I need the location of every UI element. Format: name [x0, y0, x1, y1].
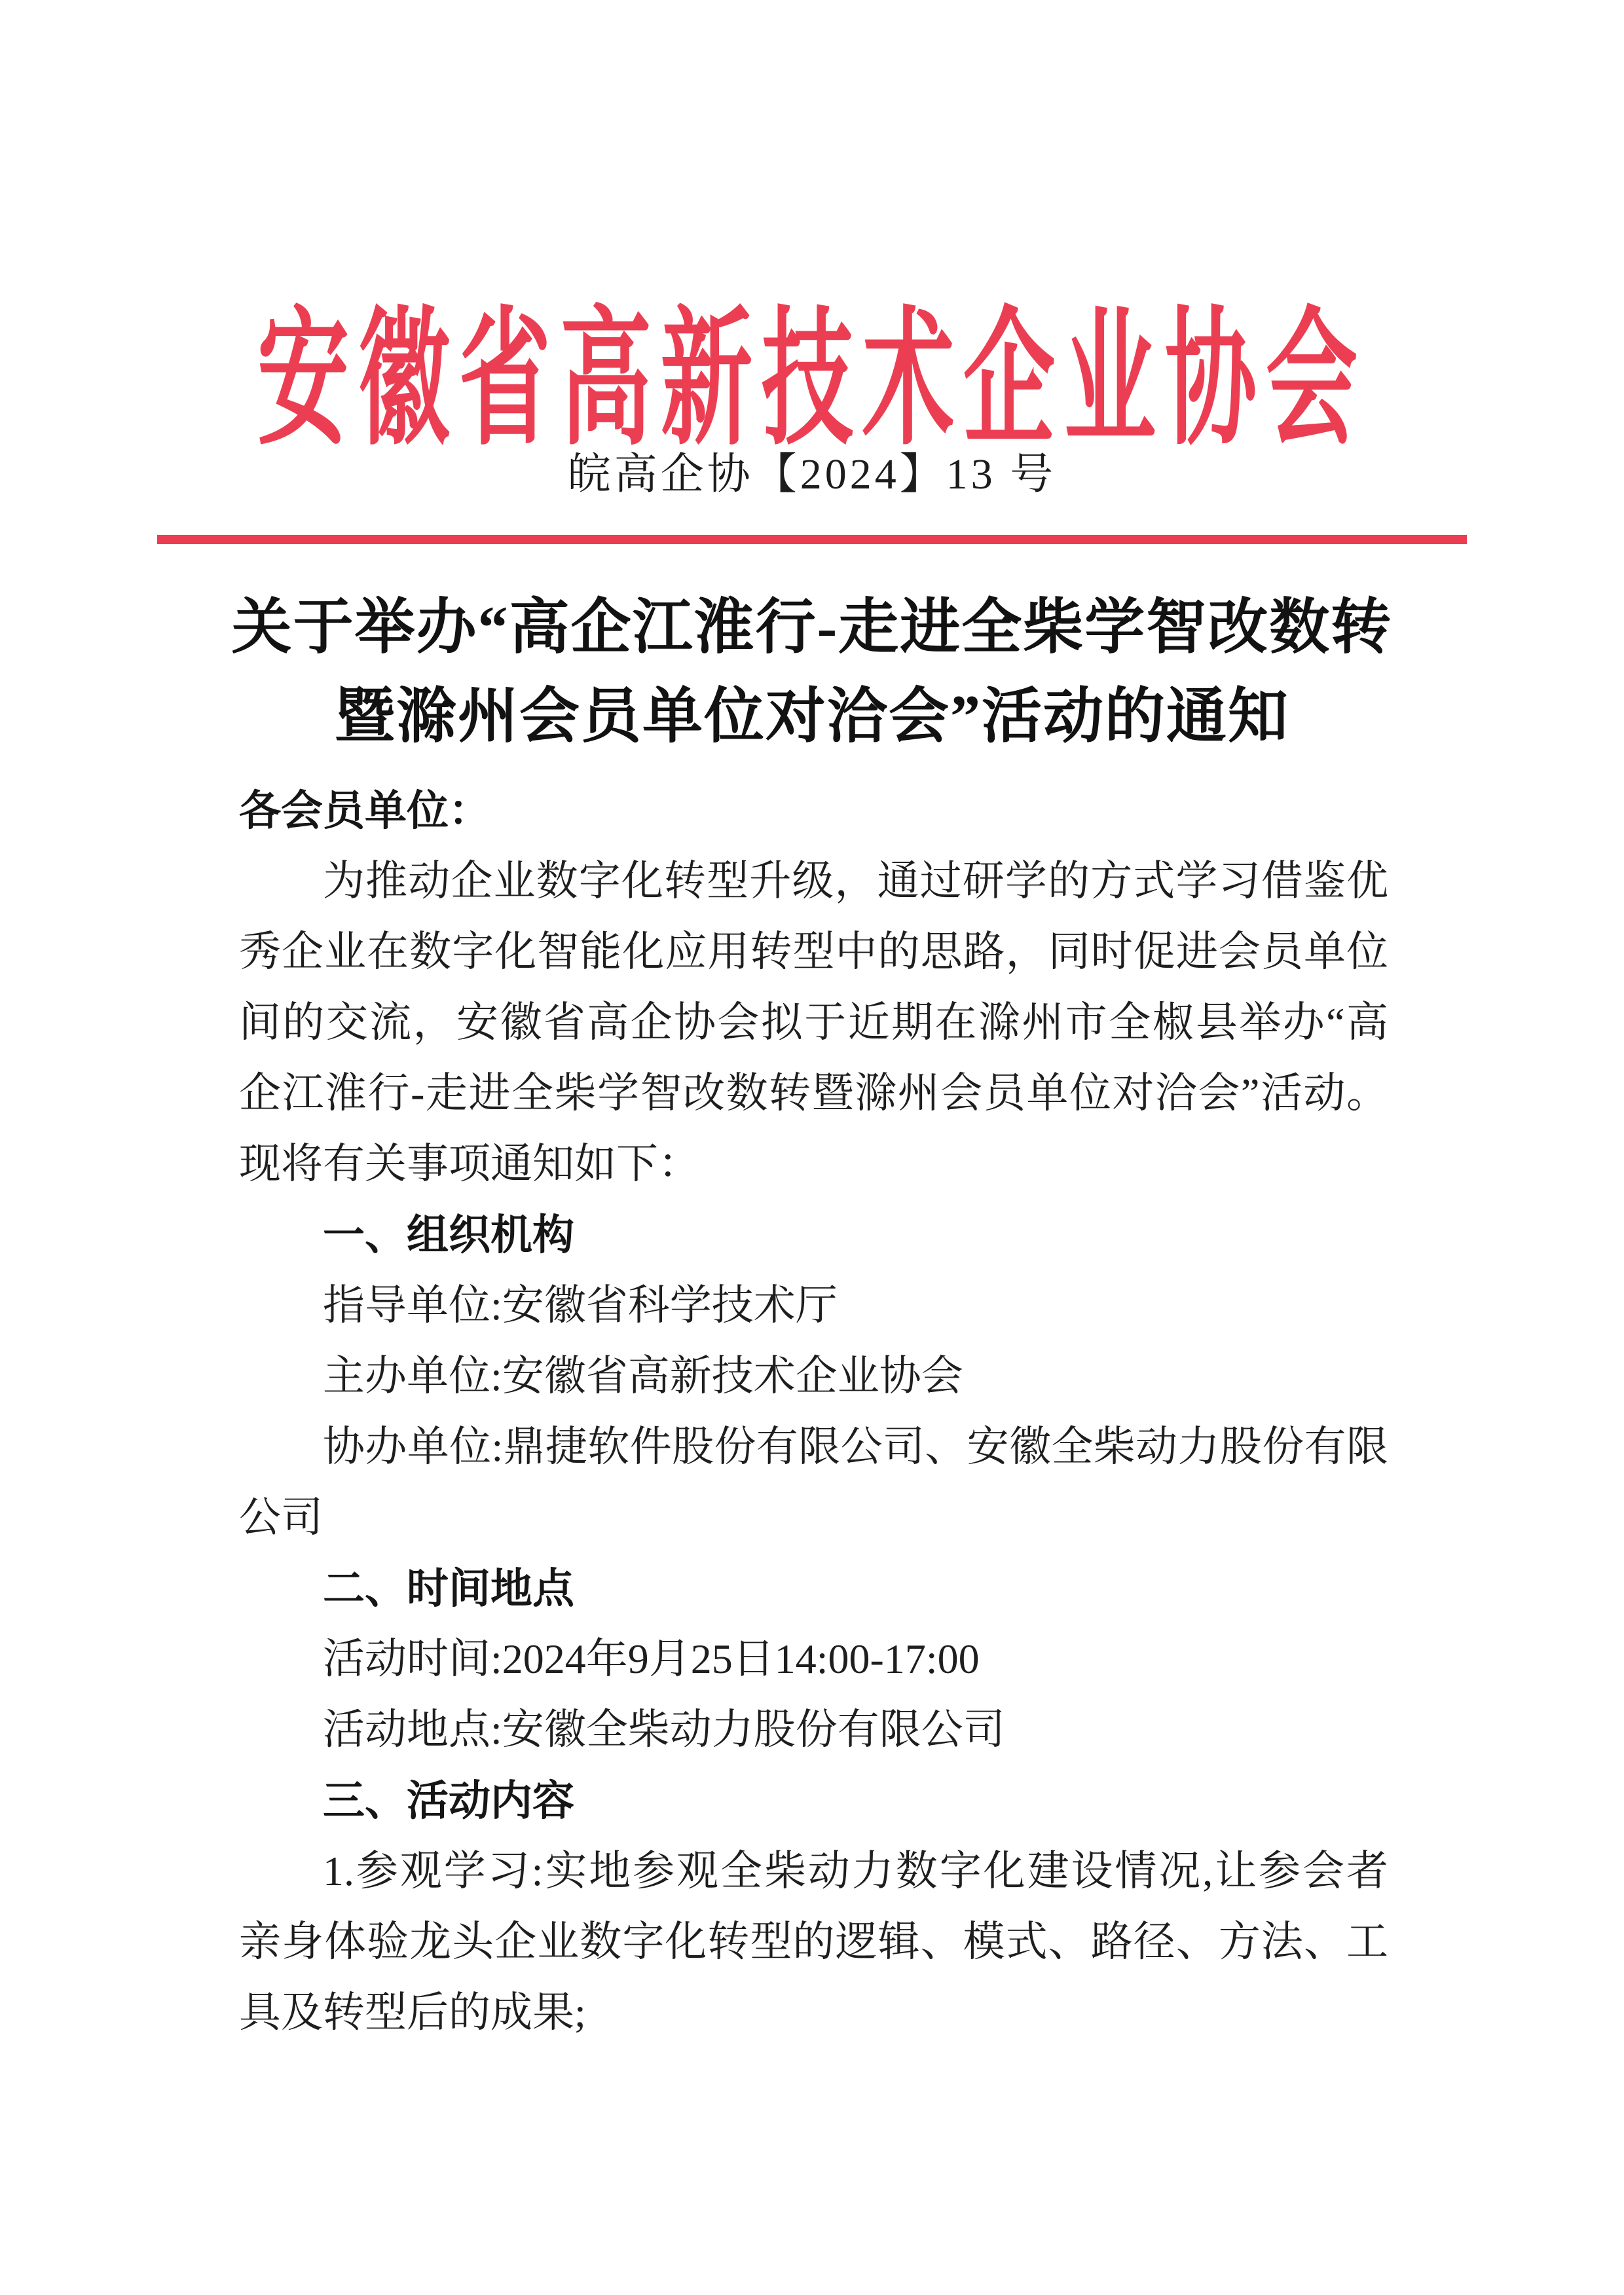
line-co-organizer-1: 协办单位:鼎捷软件股份有限公司、安徽全柴动力股份有限	[323, 1423, 1388, 1470]
doc-number: 皖高企协【2024】13 号	[567, 450, 1057, 498]
line-event-time: 活动时间:2024年9月25日14:00-17:00	[323, 1636, 980, 1682]
letterhead-org-name: 安徽省高新技术企业协会	[257, 299, 1367, 464]
line-activity-1-part-2: 亲身体验龙头企业数字化转型的逻辑、模式、路径、方法、工	[239, 1919, 1388, 1965]
section-heading-time-place: 二、时间地点	[323, 1565, 574, 1612]
intro-paragraph-line-3: 间的交流，安徽省高企协会拟于近期在滁州市全椒县举办“高	[239, 999, 1388, 1046]
intro-paragraph-line-2: 秀企业在数字化智能化应用转型中的思路，同时促进会员单位	[239, 928, 1388, 975]
intro-paragraph-line-4: 企江淮行-走进全柴学智改数转暨滁州会员单位对洽会”活动。	[239, 1070, 1388, 1116]
intro-paragraph-line-1: 为推动企业数字化转型升级，通过研学的方式学习借鉴优	[323, 858, 1388, 904]
section-heading-organization: 一、组织机构	[323, 1211, 574, 1258]
line-host-unit: 主办单位:安徽省高新技术企业协会	[323, 1353, 963, 1399]
line-activity-1-part-1: 1.参观学习:实地参观全柴动力数字化建设情况,让参会者	[323, 1848, 1388, 1894]
notice-title-line1: 关于举办“高企江淮行-走进全柴学智改数转	[231, 594, 1393, 661]
notice-title	[0, 583, 1624, 761]
red-divider-rule	[157, 535, 1467, 544]
line-activity-1-part-3: 具及转型后的成果;	[239, 1989, 586, 2036]
notice-body	[239, 775, 1388, 2048]
line-event-place: 活动地点:安徽全柴动力股份有限公司	[323, 1706, 1005, 1753]
section-heading-content: 三、活动内容	[323, 1777, 574, 1824]
letterhead	[0, 261, 1624, 464]
line-co-organizer-2: 公司	[239, 1494, 323, 1541]
salutation: 各会员单位：	[239, 787, 490, 834]
line-guidance-unit: 指导单位:安徽省科学技术厅	[323, 1282, 838, 1329]
notice-title-line2: 暨滁州会员单位对洽会”活动的通知	[334, 683, 1289, 750]
intro-paragraph-line-5: 现将有关事项通知如下：	[239, 1141, 700, 1187]
